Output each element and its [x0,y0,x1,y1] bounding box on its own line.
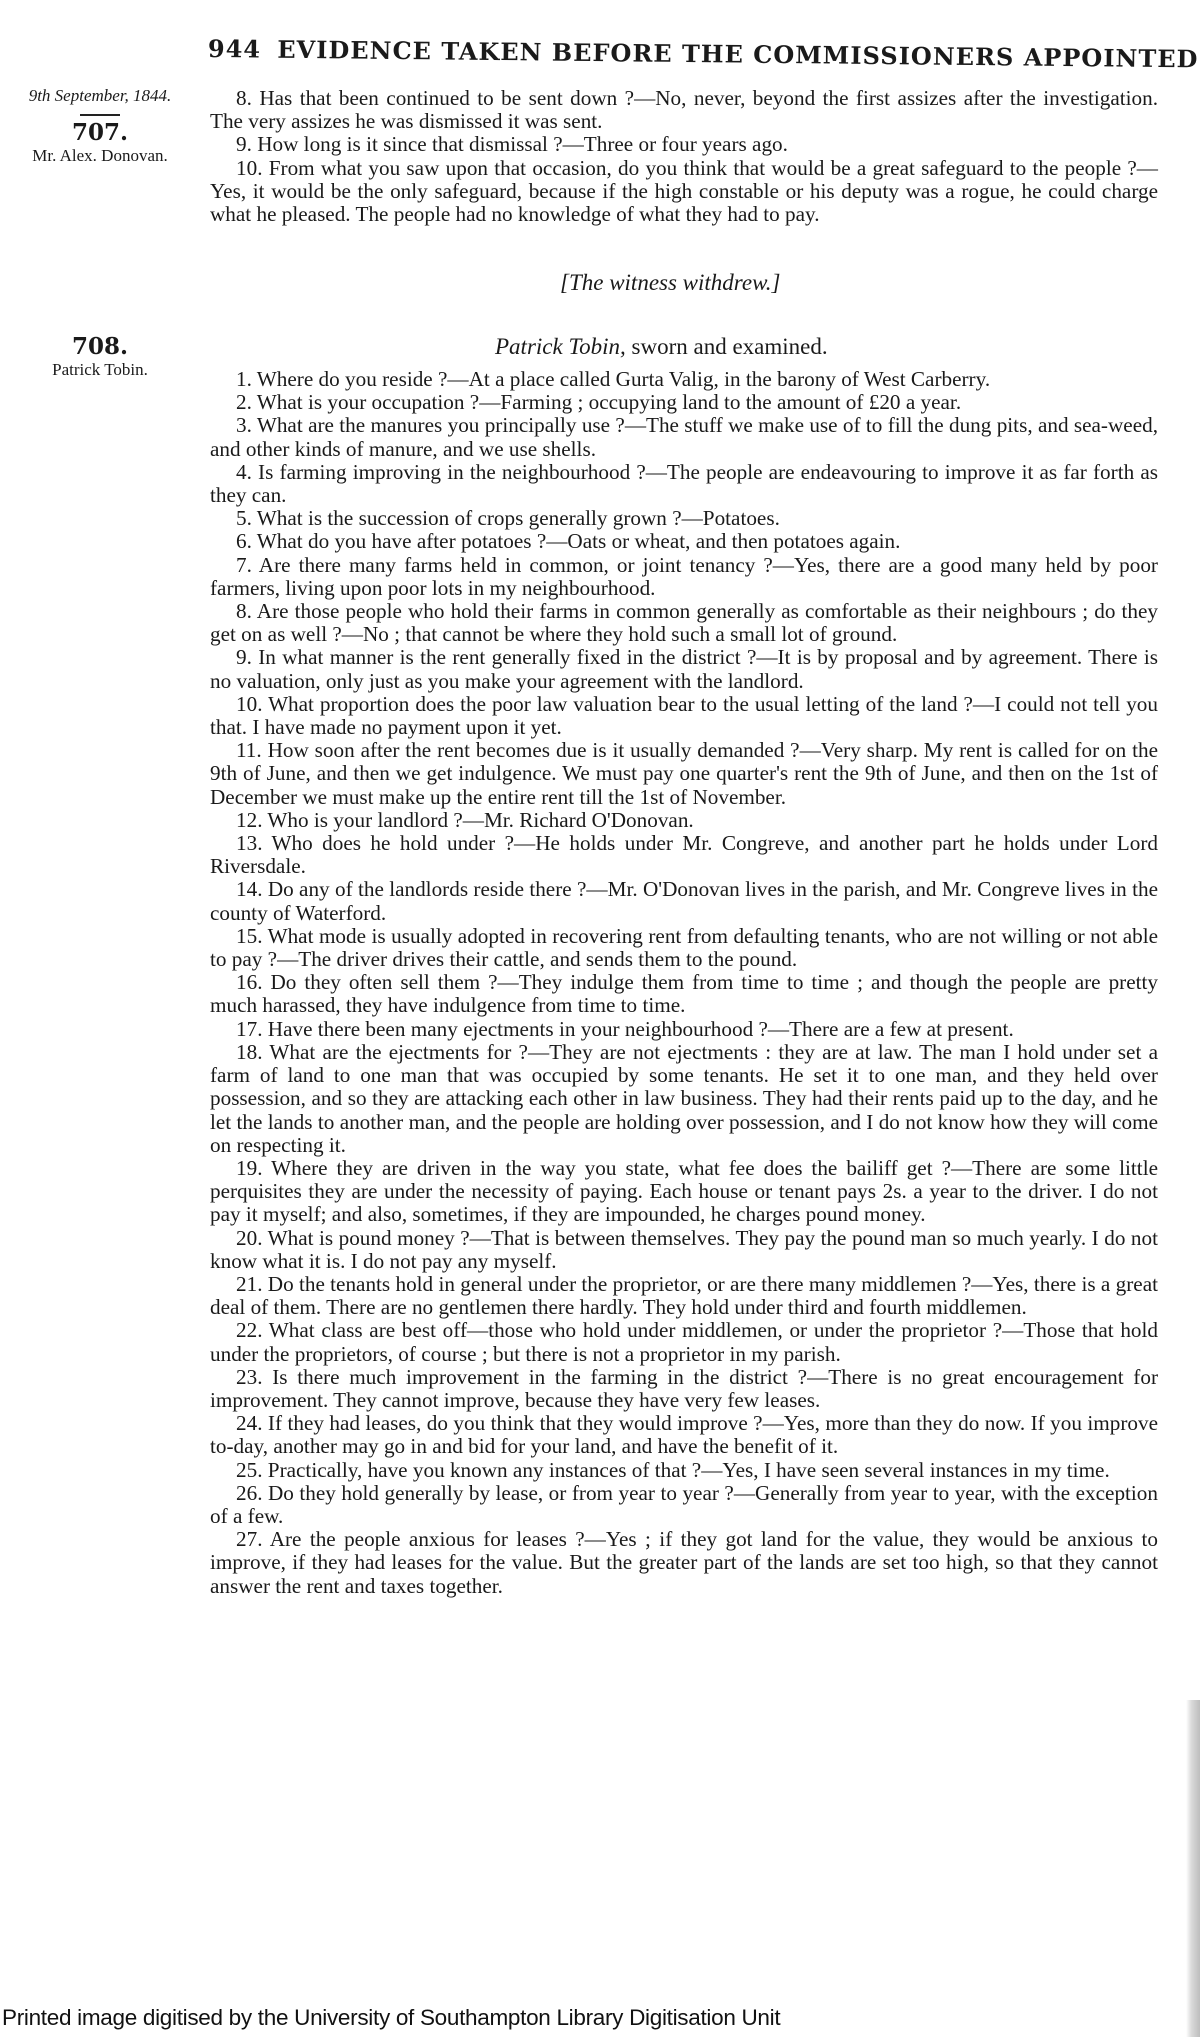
witness-number-708: 708. [71,333,129,360]
witness-name-italic: Patrick Tobin, [495,334,626,359]
testimony-paragraph: 18. What are the ejectments for ?—They are not ejectments : they are at law. The man I hold under set a farm of land to one man that was occupied by some tenants. He set it to one man, and they held over possession, and so they are attacking each other in law business. They had their rents paid up to the day, and he let the lands to another man, and the people are holding over possession, and I do not know how they will come on respecting it. [210,1039,1158,1157]
testimony-paragraph: 8. Are those people who hold their farms in common generally as comfortable as their neighbours ; do they get on as well ?—No ; that cannot be where they hold such a small lot of ground. [210,599,1158,647]
testimony-paragraph: 11. How soon after the rent becomes due is it usually demanded ?—Very sharp. My rent is called for on the 9th of June, and then we get indulgence. We must pay one quarter's rent the 9th of June, and then on the 1st of December we must make up the entire rent till the 1st of November. [210,738,1158,809]
testimony-paragraph: 20. What is pound money ?—That is between themselves. They pay the pound man so much yearly. I do not know what it is. I do not pay any myself. [210,1225,1158,1273]
sworn-text: sworn and examined. [625,334,828,359]
testimony-paragraph: 14. Do any of the landlords reside there ?—Mr. O'Donovan lives in the parish, and Mr. Congreve lives in the county of Waterford. [210,877,1158,925]
withdrew-text: [The witness withdrew.] [560,270,781,295]
witness-name-708: Patrick Tobin. [52,360,148,379]
testimony-paragraph: 10. What proportion does the poor law valuation bear to the usual letting of the land ?—I could not tell you that. I have made no payment upon it yet. [210,691,1158,740]
testimony-paragraph: 12. Who is your landlord ?—Mr. Richard O'Donovan. [236,807,694,832]
testimony-paragraph: 17. Have there been many ejectments in your neighbourhood ?—There are a few at present. [236,1016,1014,1041]
testimony-paragraph: 5. What is the succession of crops generally grown ?—Potatoes. [236,506,780,531]
margin-rule [80,114,120,116]
testimony-paragraph: 9. In what manner is the rent generally fixed in the district ?—It is by proposal and by agreement. There is no valuation, only just as you make your agreement with the landlord. [210,645,1158,693]
witness-name-707: Mr. Alex. Donovan. [32,146,168,165]
testimony-paragraph: 9. How long is it since that dismissal ?—Three or four years ago. [236,132,788,157]
testimony-paragraph: 16. Do they often sell them ?—They indulge them from time to time ; and though the people are pretty much harassed, they have indulgence from time to time. [210,970,1158,1018]
testimony-paragraph: 24. If they had leases, do you think that they would improve ?—Yes, more than they do now. If you improve to-day, another may go in and bid for your land, and have the benefit of it. [210,1411,1158,1459]
section-title-708 [495,334,828,360]
testimony-paragraph: 23. Is there much improvement in the farming in the district ?—There is no great encouragement for improvement. They cannot improve, because they have very few leases. [210,1364,1158,1412]
witness-number-707: 707. [71,119,129,146]
witness-withdrew-note [560,270,780,296]
testimony-paragraph: 21. Do the tenants hold in general under the proprietor, or are there many middlemen ?—Yes, there is a great deal of them. There are no gentlemen there hardly. They hold under third and fourth middlemen. [210,1271,1158,1320]
margin-note-708 [0,334,200,380]
testimony-paragraph: 22. What class are best off—those who hold under middlemen, or under the proprietor ?—Those that hold under the proprietors, of course ; but there is not a proprietor in my parish. [210,1318,1158,1366]
running-header [207,34,1199,74]
testimony-paragraph: 4. Is farming improving in the neighbourhood ?—The people are endeavouring to improve it as far forth as they can. [210,459,1158,508]
testimony-paragraph: 10. From what you saw upon that occasion, do you think that would be a great safeguard to the people ?—Yes, it would be the only safeguard, because if the high constable or his deputy was a rogue, he could charge what he pleased. The people had no knowledge of what they had to pay. [210,155,1158,227]
testimony-paragraph: 6. What do you have after potatoes ?—Oats or wheat, and then potatoes again. [236,529,901,554]
scan-edge-shadow [1186,1700,1200,2037]
testimony-paragraph: 27. Are the people anxious for leases ?—Yes ; if they got land for the value, they would be anxious to improve, if they had leases for the value. But the greater part of the lands are set too high, so that they cannot answer the rent and taxes together. [210,1527,1158,1598]
page-number: 944 [207,34,262,64]
testimony-paragraph: 3. What are the manures you principally use ?—The stuff we make use of to fill the dung pits, and sea-weed, and other kinds of manure, and we use shells. [210,413,1158,461]
testimony-paragraph: 7. Are there many farms held in common, or joint tenancy ?—Yes, there are a good many held by poor farmers, living upon poor lots in my neighbourhood. [210,552,1158,600]
testimony-paragraph: 19. Where they are driven in the way you state, what fee does the bailiff get ?—There are some little perquisites they are under the necessity of paying. Each house or tenant pays 2s. a year to the driver. I do not pay it myself; and also, sometimes, if they are impounded, he charges pound money. [210,1155,1158,1227]
digitisation-credit: Printed image digitised by the University of Southampton Library Digitisation Unit [2,2005,781,2030]
margin-date: 9th September, 1844. [28,86,172,105]
testimony-708 [210,368,1158,1598]
testimony-paragraph: 26. Do they hold generally by lease, or from year to year ?—Generally from year to year, with the exception of a few. [210,1480,1158,1528]
margin-note-707 [0,86,200,166]
testimony-paragraph: 8. Has that been continued to be sent down ?—No, never, beyond the first assizes after the investigation. The very assizes he was dismissed it was sent. [210,86,1158,134]
testimony-707 [210,87,1158,226]
testimony-paragraph: 15. What mode is usually adopted in recovering rent from defaulting tenants, who are not willing or not able to pay ?—The driver drives their cattle, and sends them to the pound. [210,923,1158,972]
testimony-paragraph: 13. Who does he hold under ?—He holds under Mr. Congreve, and another part he holds under Lord Riversdale. [210,831,1158,879]
testimony-paragraph: 2. What is your occupation ?—Farming ; occupying land to the amount of £20 a year. [236,390,962,415]
running-title: EVIDENCE TAKEN BEFORE THE COMMISSIONERS APPOINTED [277,34,1199,74]
testimony-paragraph: 25. Practically, have you known any instances of that ?—Yes, I have seen several instances in my time. [236,1457,1110,1482]
testimony-paragraph: 1. Where do you reside ?—At a place called Gurta Valig, in the barony of West Carberry. [236,367,991,391]
